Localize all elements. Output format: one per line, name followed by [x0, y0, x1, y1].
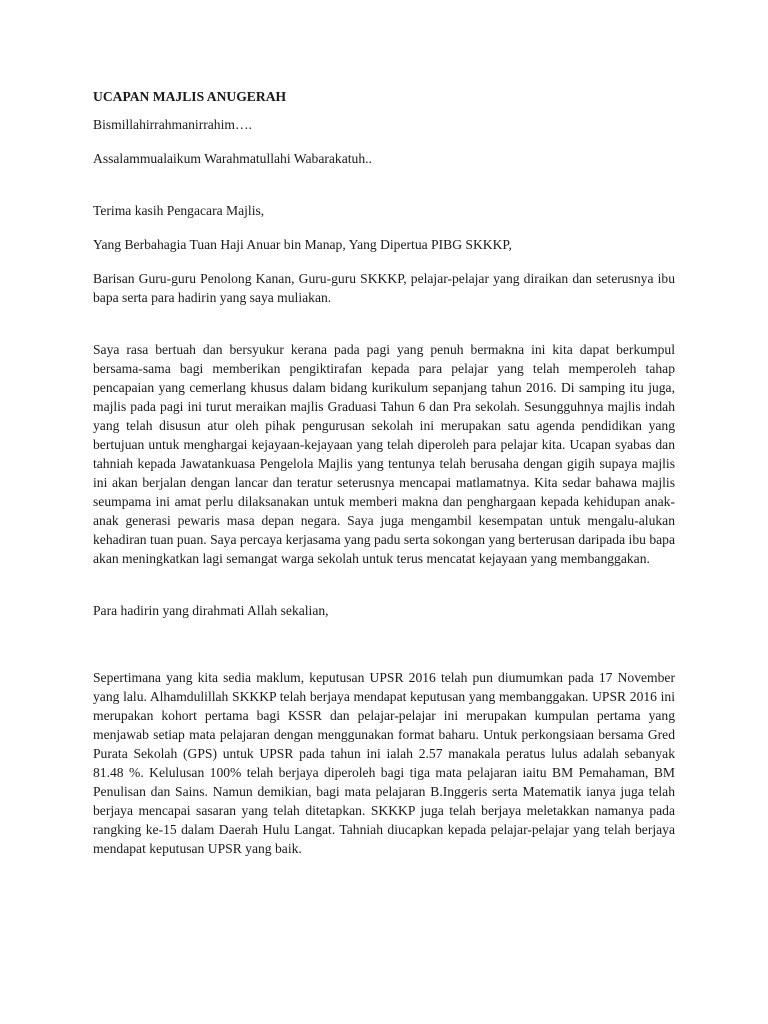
greeting-bismillah: Bismillahirrahmanirrahim…. — [93, 117, 252, 132]
address-pibg: Yang Berbahagia Tuan Haji Anuar bin Manap, Yang Dipertua PIBG SKKKP, — [93, 237, 512, 252]
document-page — [93, 87, 675, 858]
greeting-salam: Assalammualaikum Warahmatullahi Wabarakatuh.. — [93, 151, 372, 166]
paragraph-upsr: Sepertimana yang kita sedia maklum, keputusan UPSR 2016 telah pun diumumkan pada 17 November yang lalu. Alhamdulillah SKKKP telah berjaya mendapat keputusan yang membanggakan. UPSR 2016 ini merupakan kohort pertama bagi KSSR dan pelajar-pelajar ini merupakan kumpulan pertama yang menjawab setiap mata pelajaran dengan menggunakan format baharu. Untuk perkongsiaan bersama Gred Purata Sekolah (GPS) untuk UPSR pada tahun ini ialah 2.57 manakala peratus lulus adalah sebanyak 81.48 %. Kelulusan 100% telah berjaya diperoleh bagi tiga mata pelajaran iaitu BM Pemahaman, BM Penulisan dan Sains. Namun demikian, bagi mata pelajaran B.Inggeris serta Matematik ianya juga telah berjaya mencapai sasaran yang telah ditetapkan. SKKKP juga telah berjaya meletakkan namanya pada rangking ke-15 dalam Daerah Hulu Langat. Tahniah diucapkan kepada pelajar-pelajar yang telah berjaya mendapat keputusan UPSR yang baik. — [93, 670, 675, 856]
address-teachers: Barisan Guru-guru Penolong Kanan, Guru-guru SKKKP, pelajar-pelajar yang diraikan dan seterusnya ibu bapa serta para hadirin yang saya muliakan. — [93, 271, 675, 305]
spacer — [93, 635, 675, 668]
spacer — [93, 568, 675, 601]
document-title: UCAPAN MAJLIS ANUGERAH — [93, 89, 287, 104]
address-emcee: Terima kasih Pengacara Majlis, — [93, 203, 265, 218]
spacer — [93, 307, 675, 340]
address-audience: Para hadirin yang dirahmati Allah sekalian, — [93, 603, 329, 618]
paragraph-opening: Saya rasa bertuah dan bersyukur kerana pada pagi yang penuh bermakna ini kita dapat berkumpul bersama-sama bagi memberikan pengiktirafan kepada para pelajar yang telah memperoleh tahap pencapaian yang cemerlang khusus dalam bidang kurikulum sepanjang tahun 2016. Di samping itu juga, majlis pada pagi ini turut meraikan majlis Graduasi Tahun 6 dan Pra sekolah. Sesungguhnya majlis indah yang telah disusun atur oleh pihak pengurusan sekolah ini merupakan satu agenda pendidikan yang bertujuan untuk menghargai kejayaan-kejayaan yang telah diperoleh para pelajar kita. Ucapan syabas dan tahniah kepada Jawatankuasa Pengelola Majlis yang tentunya telah berusaha dengan gigih supaya majlis ini akan berjalan dengan lancar dan teratur seterusnya mencapai matlamatnya. Kita sedar bahawa majlis seumpama ini amat perlu dilaksanakan untuk memberi makna dan penghargaan kepada kehidupan anak-anak generasi pewaris masa depan negara. Saya juga mengambil kesempatan untuk mengalu-alukan kehadiran tuan puan. Saya percaya kerjasama yang padu serta sokongan yang berterusan daripada ibu bapa akan meningkatkan lagi semangat warga sekolah untuk terus mencatat kejayaan yang membanggakan. — [93, 342, 675, 566]
spacer — [93, 183, 675, 201]
